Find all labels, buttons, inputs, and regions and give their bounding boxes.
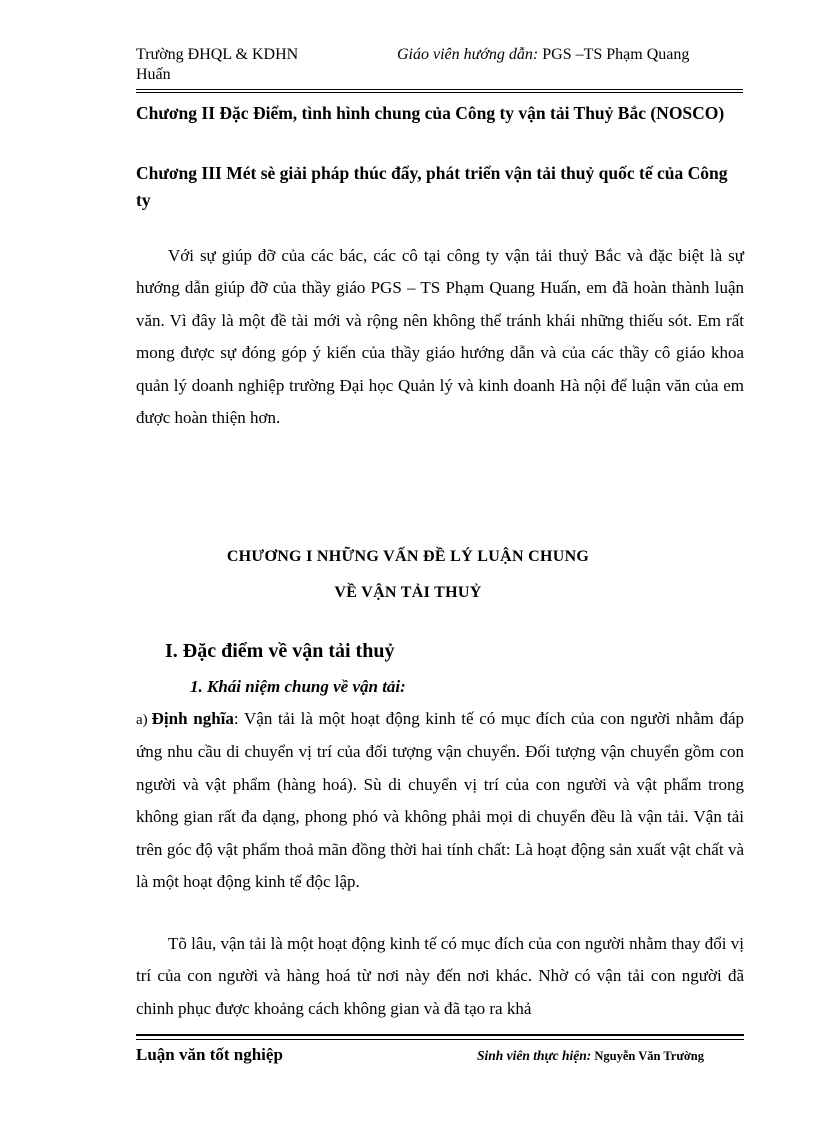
header-rule [136,89,743,90]
footer-rule-thin [136,1039,744,1040]
chapter-2-entry: Chương II Đặc Điểm, tình hình chung của Công ty vận tải Thuỷ Bắc (NOSCO) [136,103,725,123]
footer-thesis-label: Luận văn tốt nghiệp [136,1045,283,1064]
footer-student [477,1048,704,1064]
definition-label: a) [136,712,148,728]
header-advisor-label: Giáo viên hướng dẫn: [397,46,539,63]
chapter-title-line1: CHƯƠNG I NHỮNG VẤN ĐỀ LÝ LUẬN CHUNG [226,548,590,565]
header-rule-thin [136,92,743,93]
section-heading: I. Đặc điểm về vận tải thuỷ [165,640,395,662]
footer-student-name: Nguyễn Văn Trường [591,1049,704,1063]
footer-student-label: Sinh viên thực hiện: [477,1048,592,1063]
definition-text: : Vận tải là một hoạt động kinh tế có mục đích của con người nhằm đáp ứng nhu cầu di chuyển vị trí của đối tượng vận chuyển. Đối tượng vận chuyển gồm con người và vật phẩm (hàng hoá). Sù di chuyển vị trí của con người và vật phẩm trong không gian rất đa dạng, phong phó và không phải mọi di chuyển đều là vận tải. Vận tải trên góc độ vật phẩm thoả mãn đồng thời hai tính chất: Là hoạt động sản xuất vật chất và là một hoạt động kinh tế độc lập. [136,709,744,892]
header-advisor-name-wrap: Huấn [136,66,171,83]
chapter-3-entry: Chương III Mét sè giải pháp thúc đẩy, phát triển vận tải thuỷ quốc tế của Công ty [136,163,728,210]
header-advisor-name: PGS –TS Phạm Quang [538,46,690,63]
footer-rule [136,1034,744,1036]
acknowledgement-paragraph: Với sự giúp đỡ của các bác, các cô tại công ty vận tải thuỷ Bắc và đặc biệt là sự hướng dẫn giúp đỡ của thầy giáo PGS – TS Phạm Quang Huấn, em đã hoàn thành luận văn. Vì đây là một đề tài mới và rộng nên không thể tránh khái những thiếu sót. Em rất mong được sự đóng góp ý kiến của thầy giáo hướng dẫn và của các thầy cô giáo khoa quản lý doanh nghiệp trường Đại học Quản lý và kinh doanh Hà nội để luận văn của em được hoàn thiện hơn. [136,246,744,428]
body-paragraph: Tõ lâu, vận tải là một hoạt động kinh tế có mục đích của con người nhằm thay đổi vị trí của con người và hàng hoá từ nơi này đến nơi khác. Nhờ có vận tải con người đã chinh phục được khoảng cách không gian và đã tạo ra khả [136,934,744,1018]
definition-paragraph [136,703,744,898]
header-advisor [397,46,689,64]
chapter-title-line2: VỀ VẬN TẢI THUỶ [334,584,482,601]
definition-term: Định nghĩa [151,709,234,728]
subsection-heading: 1. Khái niệm chung về vận tải: [190,677,406,696]
header-school: Trường ĐHQL & KDHN [136,46,299,63]
